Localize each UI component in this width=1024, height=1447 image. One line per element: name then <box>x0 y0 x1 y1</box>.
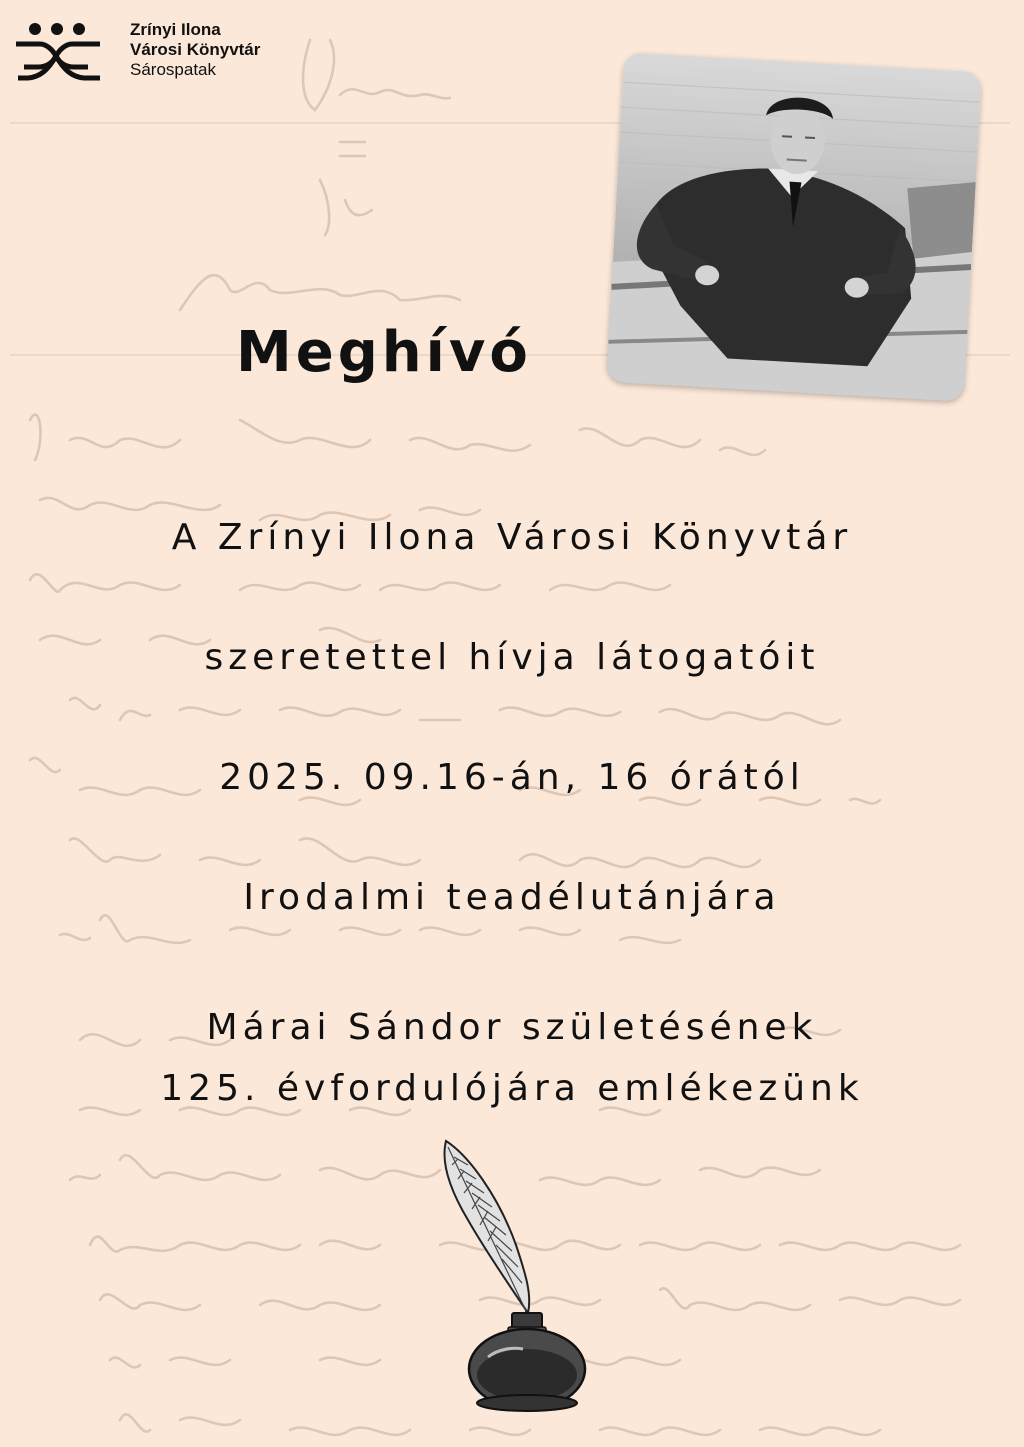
portrait-photo-image <box>606 52 982 401</box>
invitation-line-6: 125. évfordulójára emlékezünk <box>160 1068 864 1109</box>
invitation-line-5: Márai Sándor születésének <box>206 1007 818 1048</box>
invitation-date-line: 2025. 09.16-án, 16 órától <box>219 757 805 798</box>
portrait-photo <box>606 52 982 401</box>
library-name <box>130 20 260 80</box>
library-name-line1: Zrínyi Ilona <box>130 20 221 39</box>
library-city: Sárospatak <box>130 60 216 79</box>
invitation-event-line: Irodalmi teadélutánjára <box>243 877 781 918</box>
library-logo-icon <box>14 20 104 86</box>
invitation-line-2: szeretettel hívja látogatóit <box>204 637 820 678</box>
invitation-line-1: A Zrínyi Ilona Városi Könyvtár <box>171 517 853 558</box>
quill-inkwell-icon <box>428 1135 588 1413</box>
invitation-title: Meghívó <box>236 320 532 385</box>
library-name-line2: Városi Könyvtár <box>130 40 261 59</box>
